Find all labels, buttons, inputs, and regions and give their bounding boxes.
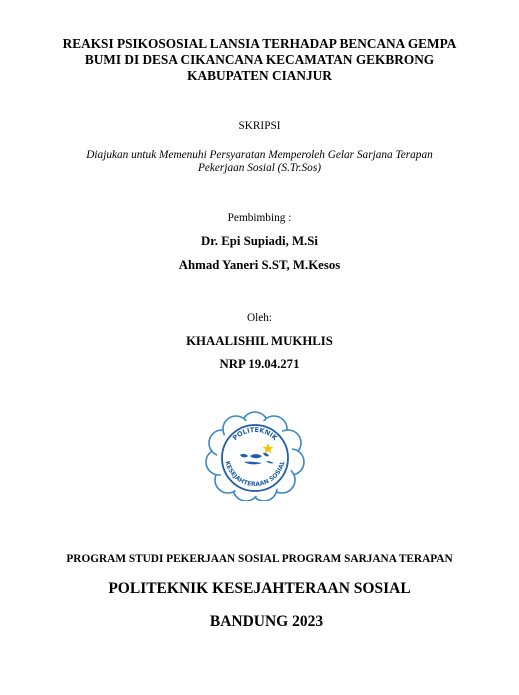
- document-type: SKRIPSI: [238, 120, 281, 132]
- advisor-2: Ahmad Yaneri S.ST, M.Kesos: [178, 258, 341, 272]
- title-line-1: REAKSI PSIKOSOSIAL LANSIA TERHADAP BENCANA GEMPA: [62, 36, 457, 51]
- institution-logo: [204, 409, 306, 501]
- title-line-3: KABUPATEN CIANJUR: [187, 68, 332, 83]
- author-name: KHAALISHIL MUKHLIS: [186, 334, 333, 348]
- study-program: PROGRAM STUDI PEKERJAAN SOSIAL PROGRAM SARJANA TERAPAN: [66, 553, 453, 565]
- author-label: Oleh:: [246, 312, 273, 324]
- institution-name: POLITEKNIK KESEJAHTERAAN SOSIAL: [108, 580, 411, 597]
- advisor-1: Dr. Epi Supiadi, M.Si: [201, 234, 318, 248]
- advisor-label: Pembimbing :: [227, 212, 292, 224]
- purpose-line-1: Diajukan untuk Memenuhi Persyaratan Memperoleh Gelar Sarjana Terapan: [86, 149, 433, 161]
- purpose-line-2: Pekerjaan Sosial (S.Tr.Sos): [197, 162, 321, 174]
- logo-text-bottom: KESEJAHTERAAN SOSIAL: [223, 460, 287, 489]
- title-line-2: BUMI DI DESA CIKANCANA KECAMATAN GEKBRONG: [84, 52, 435, 67]
- logo-text-top: POLITEKNIK: [231, 425, 279, 443]
- author-nrp: NRP 19.04.271: [219, 357, 300, 371]
- place-year: BANDUNG 2023: [209, 613, 324, 630]
